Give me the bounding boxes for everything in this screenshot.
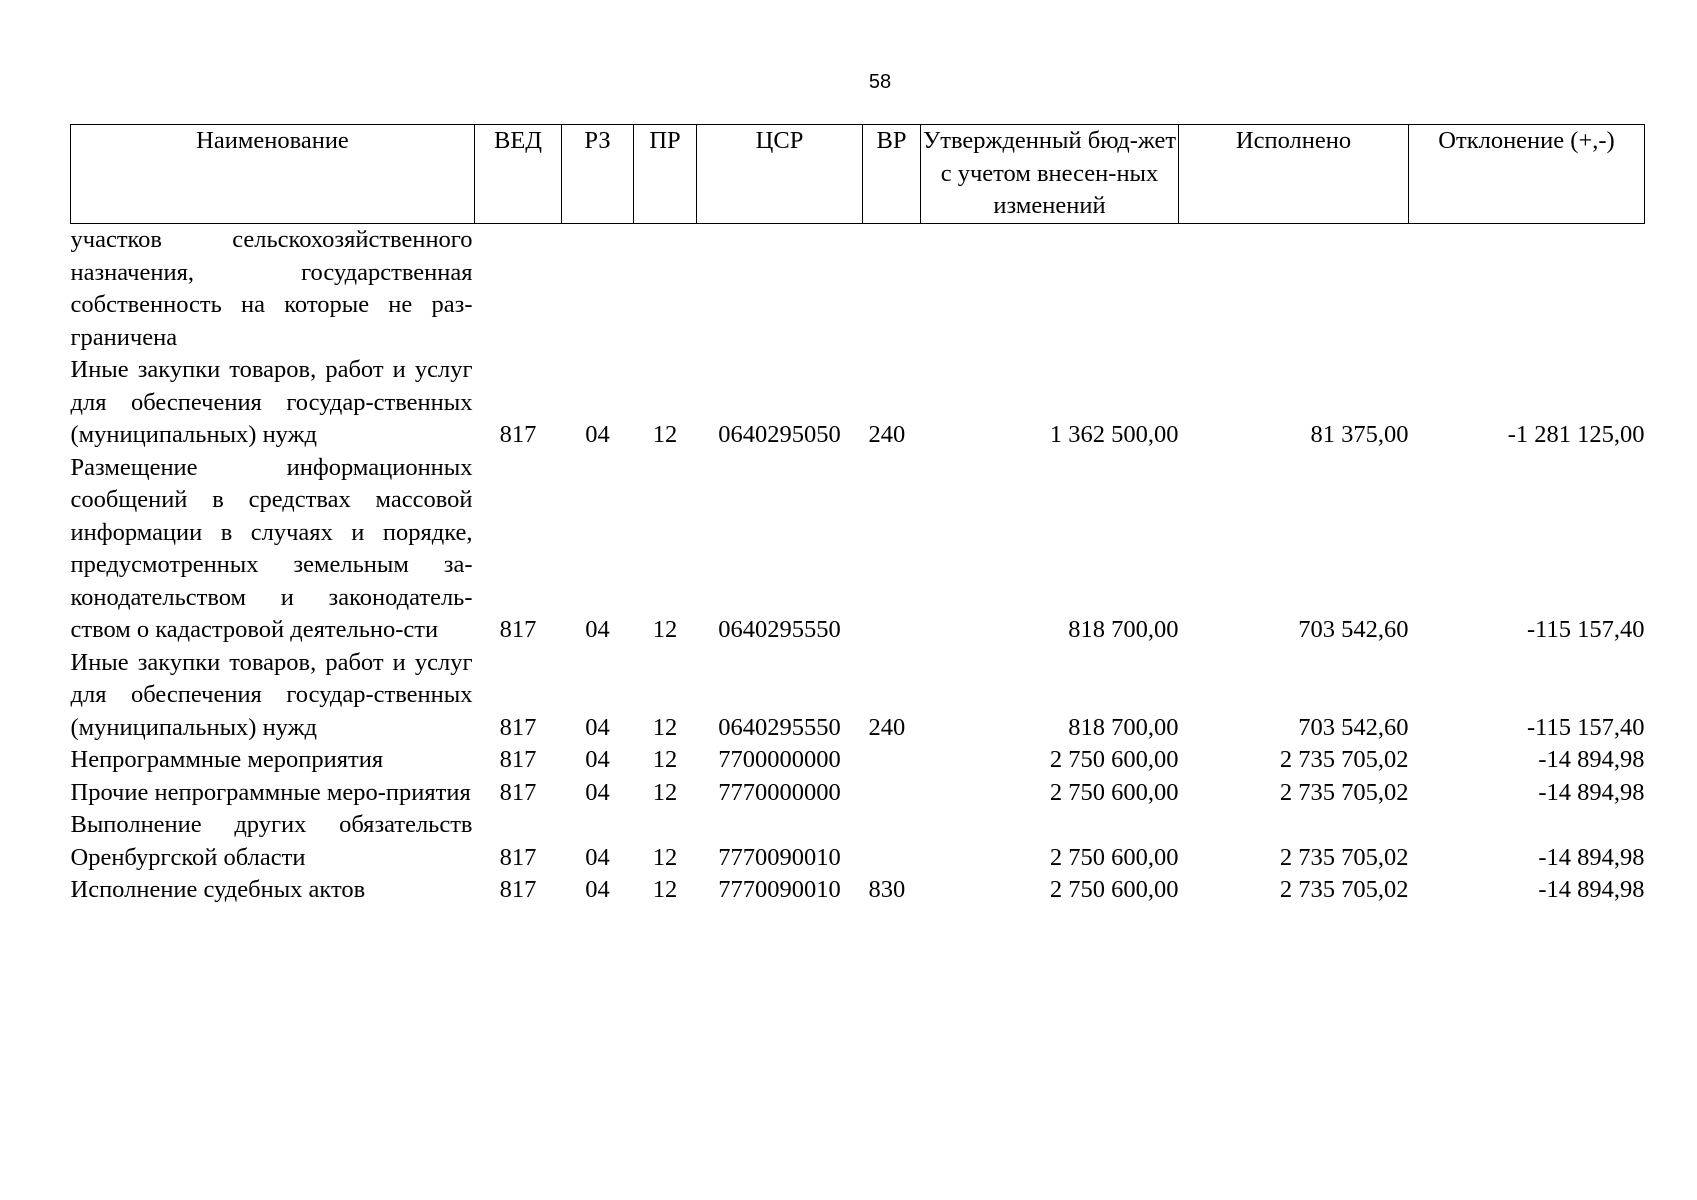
table-row	[71, 744, 1645, 777]
cell-vr: 240	[868, 713, 906, 741]
cell-pr: 12	[652, 746, 678, 773]
cell-executed: 2 735 705,02	[1279, 778, 1409, 806]
budget-table-container	[70, 124, 1644, 907]
budget-table	[70, 124, 1645, 907]
header-row	[71, 125, 1645, 224]
cell-deviation	[1409, 224, 1645, 355]
cell-pr: 12	[652, 616, 678, 643]
cell-pr: 12	[652, 843, 678, 871]
cell-deviation: -14 894,98	[1538, 778, 1645, 806]
cell-name: Иные закупки товаров, работ и услуг для обеспечения государ-ственных (муниципальных) нужд	[70, 648, 473, 741]
cell-ved: 817	[499, 843, 537, 871]
cell-rz: 04	[585, 843, 610, 871]
cell-deviation: -14 894,98	[1538, 876, 1645, 903]
cell-ved	[475, 224, 562, 355]
header-vr: ВР	[863, 125, 921, 224]
cell-rz: 04	[585, 746, 610, 773]
cell-executed: 703 542,60	[1298, 713, 1409, 741]
header-executed: Исполнено	[1179, 125, 1409, 224]
cell-csr: 7770000000	[718, 778, 841, 806]
cell-pr: 12	[652, 713, 678, 741]
cell-vr: 830	[868, 876, 906, 903]
cell-name: Исполнение судебных актов	[70, 876, 366, 903]
cell-ved: 817	[499, 778, 537, 806]
cell-csr: 0640295050	[718, 421, 841, 448]
cell-executed	[1179, 224, 1409, 355]
cell-approved	[921, 224, 1179, 355]
cell-rz: 04	[585, 713, 610, 741]
header-pr: ПР	[634, 125, 697, 224]
table-row	[71, 809, 1645, 874]
header-rz: РЗ	[562, 125, 634, 224]
cell-ved: 817	[499, 421, 537, 448]
cell-ved: 817	[499, 876, 537, 903]
cell-executed: 703 542,60	[1298, 616, 1409, 643]
table-body	[71, 224, 1645, 907]
header-deviation: Отклонение (+,-)	[1409, 125, 1645, 224]
table-row	[71, 647, 1645, 745]
table-row	[71, 224, 1645, 355]
cell-approved: 1 362 500,00	[1049, 421, 1179, 448]
cell-vr	[863, 452, 921, 647]
cell-rz: 04	[585, 616, 610, 643]
cell-csr: 0640295550	[718, 713, 841, 741]
cell-name: Размещение информационных сообщений в средствах массовой информации в случаях и порядке, предусмотренных земельным за-конодательством и законодатель-ством о кадастровой деятельно-сти	[70, 453, 473, 643]
cell-pr: 12	[652, 778, 678, 806]
cell-name: участков сельскохозяйственного назначения, государственная собственность на которые не раз-граничена	[70, 226, 473, 351]
cell-rz	[562, 224, 634, 355]
header-approved-budget: Утвержденный бюд-жет с учетом внесен-ных изменений	[921, 125, 1179, 224]
cell-pr: 12	[652, 876, 678, 903]
cell-name: Иные закупки товаров, работ и услуг для обеспечения государ-ственных (муниципальных) нужд	[70, 356, 473, 448]
cell-csr: 7770090010	[718, 843, 841, 871]
cell-rz: 04	[585, 876, 610, 903]
cell-approved: 2 750 600,00	[1049, 876, 1179, 903]
table-row	[71, 354, 1645, 452]
table-row	[71, 874, 1645, 907]
cell-vr	[863, 777, 921, 810]
cell-csr	[697, 224, 863, 355]
cell-vr	[863, 224, 921, 355]
cell-rz: 04	[585, 421, 610, 448]
cell-approved: 2 750 600,00	[1049, 843, 1179, 871]
table-row	[71, 777, 1645, 810]
cell-name: Прочие непрограммные меро-приятия	[70, 778, 471, 806]
header-ved: ВЕД	[475, 125, 562, 224]
cell-approved: 2 750 600,00	[1049, 778, 1179, 806]
cell-deviation: -14 894,98	[1538, 746, 1645, 773]
cell-approved: 818 700,00	[1068, 713, 1179, 741]
cell-vr: 240	[868, 421, 906, 448]
cell-ved: 817	[499, 616, 537, 643]
cell-pr: 12	[652, 421, 678, 448]
table-row	[71, 452, 1645, 647]
cell-ved: 817	[499, 746, 537, 773]
header-name: Наименование	[71, 125, 475, 224]
cell-csr: 7770090010	[718, 876, 841, 903]
page-number: 58	[868, 71, 892, 93]
header-csr: ЦСР	[697, 125, 863, 224]
cell-name: Выполнение других обязательств Оренбургской области	[70, 811, 473, 871]
cell-deviation: -115 157,40	[1527, 616, 1645, 643]
cell-ved: 817	[499, 713, 537, 741]
cell-vr	[863, 809, 921, 874]
cell-approved: 818 700,00	[1068, 616, 1179, 643]
cell-csr: 7700000000	[718, 746, 841, 773]
cell-executed: 2 735 705,02	[1279, 876, 1409, 903]
cell-name: Непрограммные мероприятия	[70, 746, 384, 773]
cell-deviation: -14 894,98	[1538, 843, 1645, 871]
table-header	[71, 125, 1645, 224]
cell-vr	[863, 744, 921, 777]
cell-executed: 2 735 705,02	[1279, 843, 1409, 871]
cell-approved: 2 750 600,00	[1049, 746, 1179, 773]
cell-rz: 04	[585, 778, 610, 806]
cell-executed: 81 375,00	[1310, 421, 1409, 448]
cell-executed: 2 735 705,02	[1279, 746, 1409, 773]
cell-deviation: -115 157,40	[1527, 713, 1645, 741]
cell-csr: 0640295550	[718, 616, 841, 643]
cell-pr	[634, 224, 697, 355]
cell-deviation: -1 281 125,00	[1507, 421, 1645, 448]
